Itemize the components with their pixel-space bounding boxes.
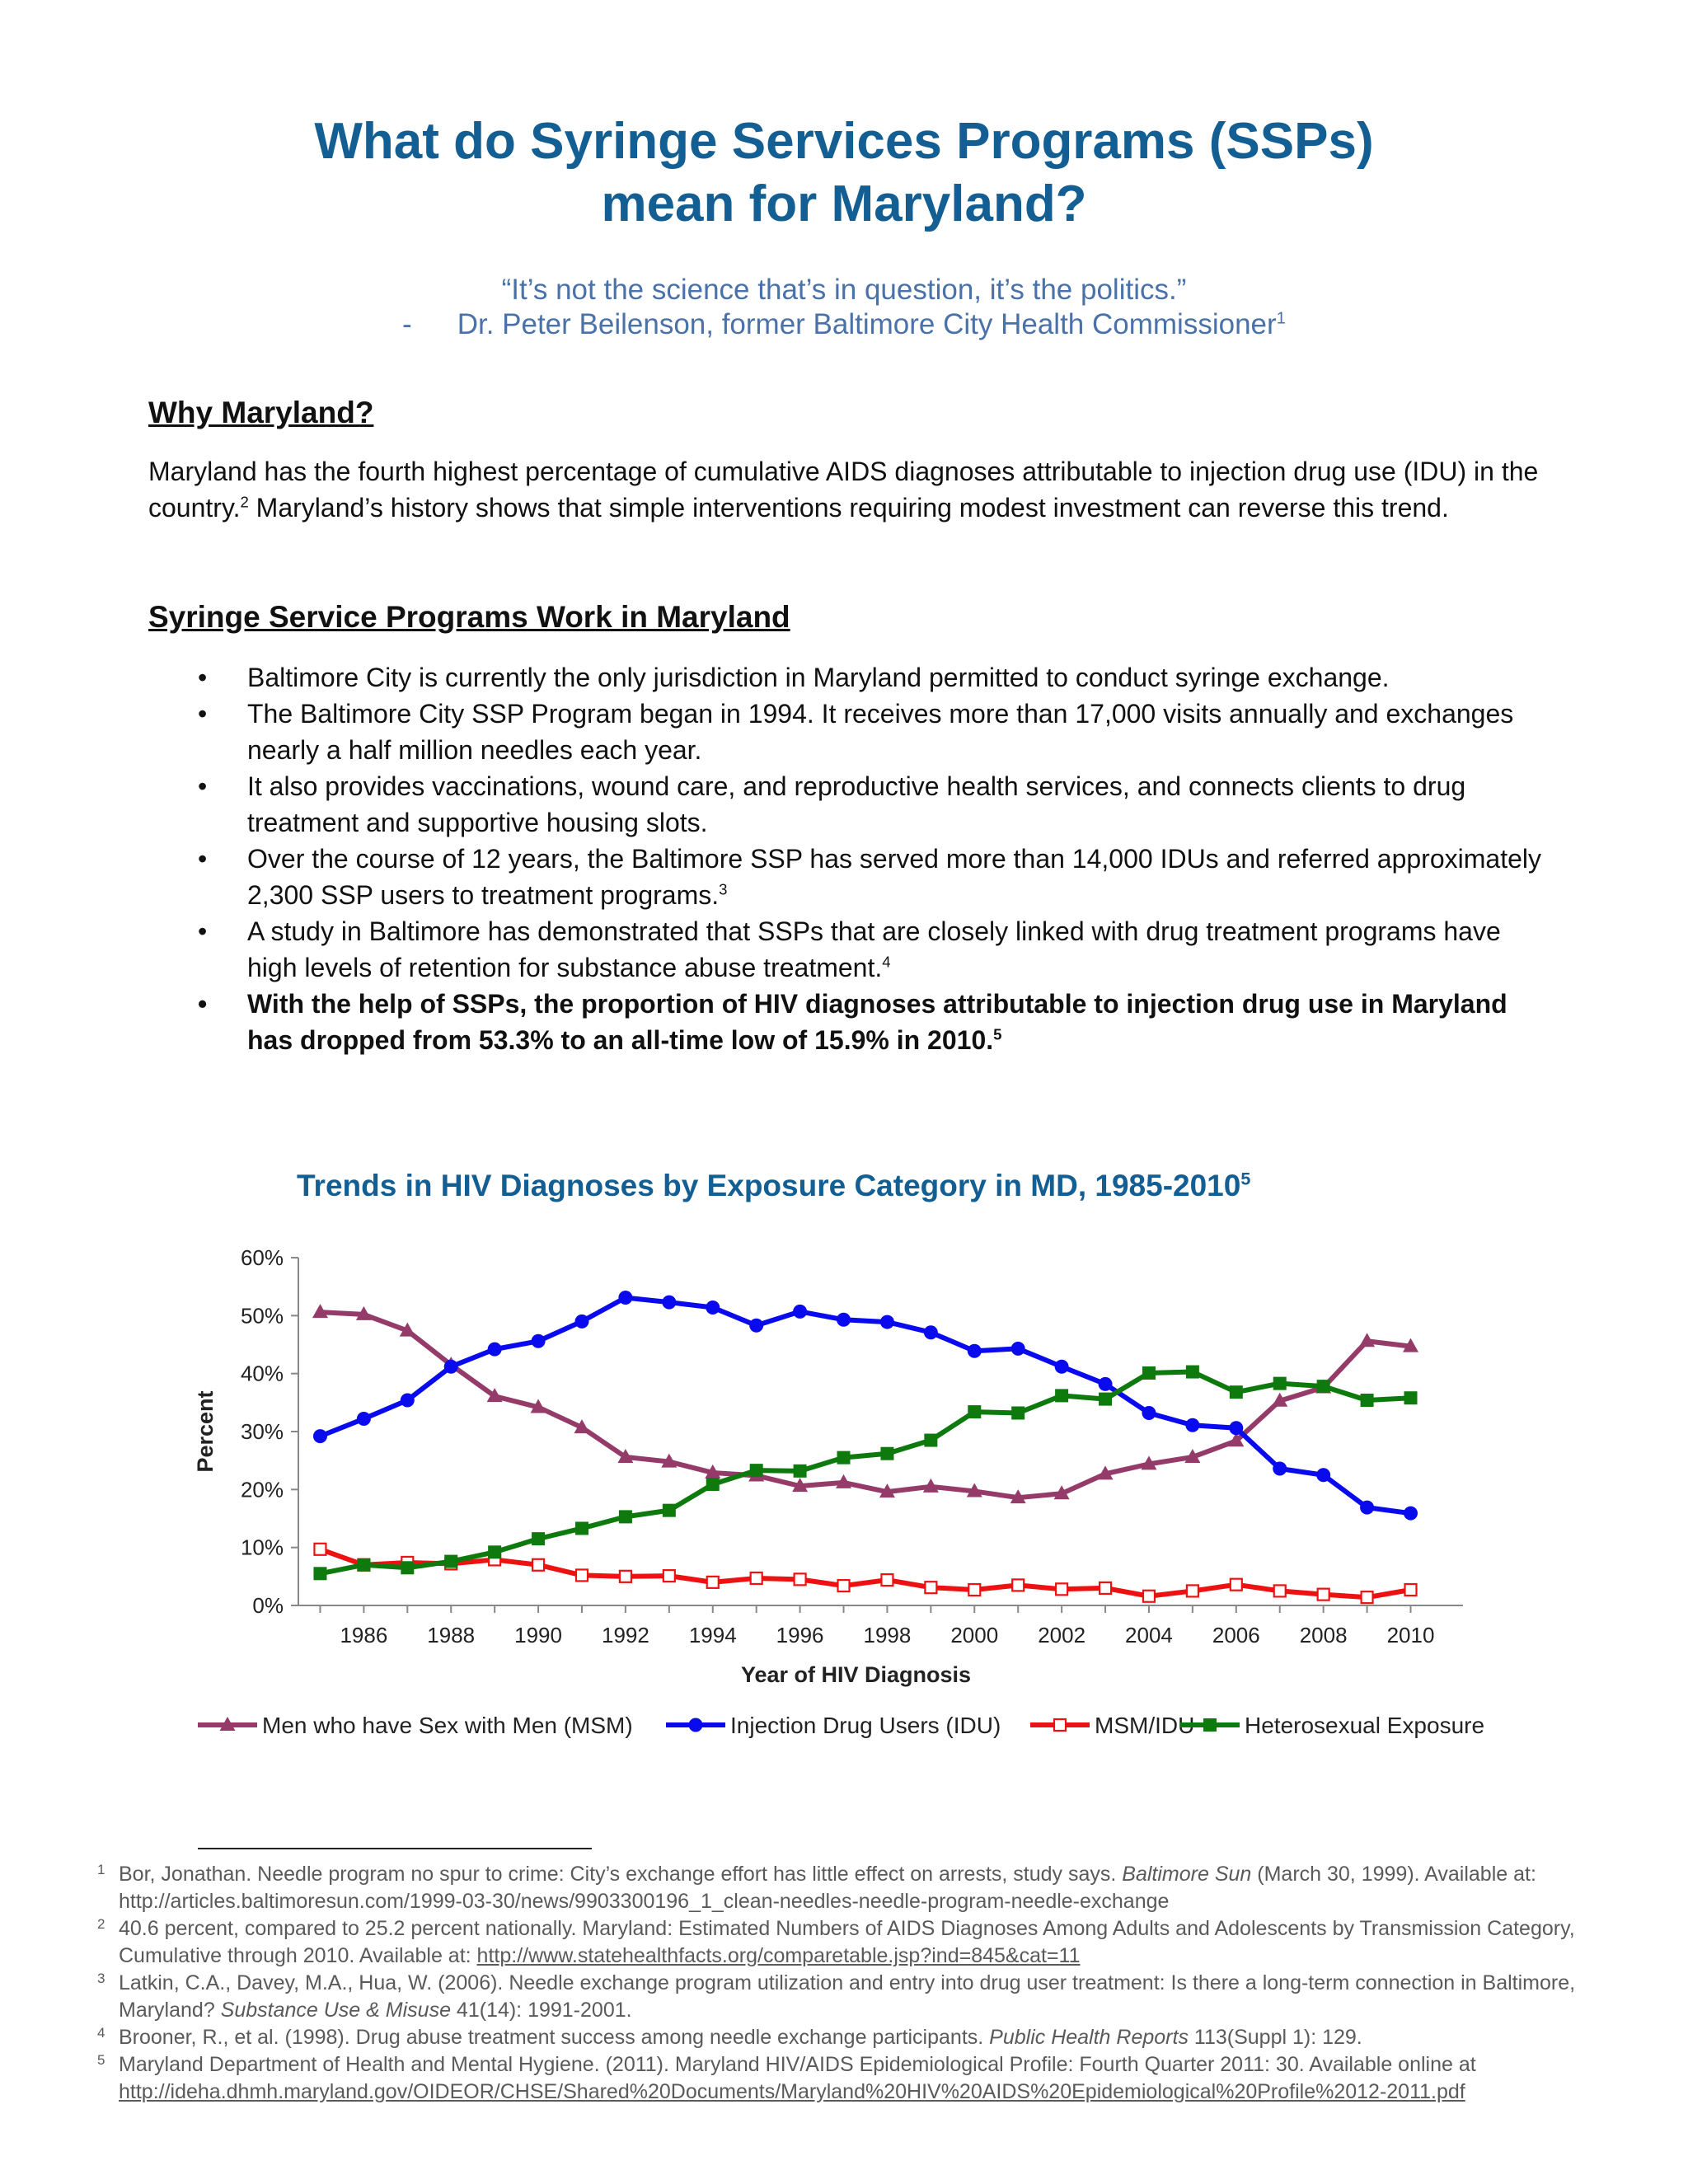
bullet-text: With the help of SSPs, the proportion of HIV diagnoses attributable to injection drug use in Maryland has dropped from 53.3% to an all-time low of 15.9% in 2010. [247,989,1507,1055]
footnote-divider [198,1848,592,1849]
x-tick-label: 1994 [688,1623,737,1647]
x-tick-label: 2004 [1125,1623,1173,1647]
data-point [1273,1377,1287,1390]
data-point [1360,1501,1374,1515]
data-point [1185,1418,1199,1432]
bullet-dot-icon: • [198,771,208,801]
data-point [750,1464,763,1477]
data-point [924,1325,938,1339]
x-tick-label: 1998 [863,1623,912,1647]
data-point [357,1412,371,1426]
chart-title [297,1167,1250,1205]
footnote-text: Brooner, R., et al. (1998). Drug abuse treatment success among needle exchange participants. [119,2026,990,2049]
data-point [663,1570,675,1582]
data-point [837,1313,851,1327]
bullet-dot-icon: • [198,844,208,874]
bullet-dot-icon: • [198,989,208,1019]
data-point [925,1582,936,1593]
data-point [488,1343,502,1357]
series-4 [313,1366,1417,1581]
footnote-citation-title: Substance Use & Misuse [220,1999,451,2022]
page-title-line-2: mean for Maryland? [601,176,1087,232]
footnote-item [97,2024,1606,2051]
why-maryland-heading: Why Maryland? [148,396,374,429]
y-tick-label: 60% [240,1245,284,1270]
data-point [618,1291,632,1305]
data-point [749,1319,763,1333]
data-point [880,1315,894,1329]
data-point [751,1572,762,1584]
data-point [576,1569,588,1581]
chart-title-text: Trends in HIV Diagnoses by Exposure Category in MD, 1985-2010 [297,1169,1241,1202]
series-line [320,1312,1410,1497]
data-point [532,1334,546,1348]
footnote-text: 40.6 percent, compared to 25.2 percent nationally. Maryland: Estimated Numbers of AIDS Diagnoses Among Adults and Adolescents by Transmission Category, Cumulative through 2010. Available at: [119,1917,1575,1967]
legend-label: Men who have Sex with Men (MSM) [262,1713,633,1738]
bullet-item [148,913,1550,986]
bullet-text: Baltimore City is currently the only jurisdiction in Maryland permitted to conduct syringe exchange. [247,663,1390,692]
data-point [1142,1406,1156,1420]
data-point [1362,1591,1373,1603]
data-point [488,1545,501,1558]
footnotes-list [97,1861,1606,2106]
ssp-bullet-list [148,659,1550,1058]
footnote-ref: 1 [1276,309,1286,328]
data-point [1317,1380,1330,1393]
data-point [924,1434,937,1447]
footnote-citation-title: Baltimore Sun [1122,1863,1252,1886]
data-point [1143,1591,1155,1602]
data-point [1186,1366,1199,1379]
footnote-text: 41(14): 1991-2001. [450,1999,632,2022]
footnote-number: 4 [97,2025,106,2041]
x-tick-label: 2000 [950,1623,999,1647]
data-point [1273,1462,1287,1476]
bullet-item [148,768,1550,841]
x-tick-label: 1992 [601,1623,649,1647]
data-point [1012,1579,1024,1591]
x-tick-label: 2008 [1299,1623,1348,1647]
bullet-dot-icon: • [198,699,208,729]
bullet-text: It also provides vaccinations, wound care, and reproductive health services, and connects clients to drug treatment and supportive housing slots. [247,771,1466,837]
footnote-item [97,1915,1606,1970]
data-point [1142,1366,1156,1380]
data-point [1055,1360,1069,1374]
data-point [574,1315,588,1329]
data-point [706,1301,720,1315]
data-point [401,1561,414,1574]
footnote-ref: 5 [993,1025,1002,1043]
y-tick-label: 40% [240,1361,284,1386]
data-point [1230,1385,1243,1399]
footnote-number: 3 [97,1971,106,1986]
y-tick-label: 10% [240,1535,284,1560]
data-point [444,1555,457,1568]
y-tick-label: 50% [240,1303,284,1329]
x-tick-label: 2010 [1386,1623,1435,1647]
data-point [1229,1421,1243,1435]
series-1 [312,1304,1418,1503]
footnote-text: Bor, Jonathan. Needle program no spur to crime: City’s exchange effort has little effect on arrests, study says. [119,1863,1123,1886]
footnote-item [97,2051,1606,2106]
why-maryland-paragraph [148,453,1550,526]
data-point [968,1405,981,1418]
footnote-text: Latkin, C.A., Davey, M.A., Hua, W. (2006). Needle exchange program utilization and entry into drug user treatment: Is there a long-term connection in Baltimore, Maryland? [119,1971,1576,2022]
bullet-dot-icon: • [198,916,208,946]
footnote-item [97,1861,1606,1915]
data-point [794,1465,807,1478]
x-tick-label: 2002 [1038,1623,1086,1647]
data-point [1231,1579,1242,1591]
data-point [1099,1377,1113,1391]
data-point [1011,1406,1025,1419]
footnote-item [97,1970,1606,2024]
data-point [313,1429,327,1443]
footnote-number: 1 [97,1862,106,1877]
data-point [1318,1589,1329,1601]
x-tick-label: 1996 [776,1623,824,1647]
data-point [795,1573,806,1585]
footnote-ref: 4 [882,953,891,971]
footnote-number: 2 [97,1916,106,1932]
data-point [706,1478,720,1491]
x-tick-label: 1988 [427,1623,476,1647]
quote-text: “It’s not the science that’s in question, it’s the politics.” [501,274,1187,306]
attribution-dash: - [402,308,412,340]
bullet-text: Over the course of 12 years, the Baltimore SSP has served more than 14,000 IDUs and referred approximately 2,300 SSP users to treatment programs. [247,844,1541,910]
data-point [837,1451,851,1465]
why-text-2: Maryland’s history shows that simple interventions requiring modest investment can reverse this trend. [248,493,1449,523]
data-point [1011,1342,1025,1356]
data-point [1274,1585,1286,1596]
data-point [1055,1389,1068,1402]
data-point [662,1296,676,1310]
y-tick-label: 20% [240,1477,284,1502]
data-point [313,1567,326,1580]
data-point [1404,1507,1418,1521]
data-point [1100,1582,1111,1594]
data-point [1404,1584,1416,1596]
data-point [314,1544,326,1555]
footnote-ref: 3 [719,880,728,898]
data-point [401,1394,415,1408]
footnote-text: 113(Suppl 1): 129. [1188,2026,1362,2049]
y-axis-title: Percent [193,1390,218,1473]
bullet-item [148,696,1550,768]
data-point [532,1559,544,1571]
page-title-line-1: What do Syringe Services Programs (SSPs) [314,113,1374,170]
bullet-item [148,841,1550,913]
series-3 [314,1544,1416,1603]
series-line [320,1372,1410,1574]
data-point [1361,1394,1374,1407]
page-title [0,110,1688,236]
y-tick-label: 30% [240,1419,284,1444]
series-line [320,1298,1410,1514]
bullet-item-key-finding [148,986,1550,1058]
y-tick-label: 0% [252,1593,284,1618]
bullet-dot-icon: • [198,663,208,692]
data-point [707,1577,719,1588]
footnote-link[interactable]: http://ideha.dhmh.maryland.gov/OIDEOR/CHSE/Shared%20Documents/Maryland%20HIV%20AIDS%20Epidemiological%20Profile%2012-2011.pdf [119,2080,1465,2103]
footnote-text: (March 30, 1999). Available at: http://articles.baltimoresun.com/1999-03-30/news/9903300196_1_clean-needles-needle-program-needle-exchange [119,1863,1536,1913]
why-text-1: Maryland has the fourth highest percentage of cumulative AIDS diagnoses attributable to injection drug use (IDU) in the country. [148,457,1539,523]
data-point [793,1305,807,1319]
data-point [1316,1468,1330,1482]
data-point [620,1571,631,1582]
ssp-heading: Syringe Service Programs Work in Maryland [148,600,790,634]
bullet-item [148,659,1550,696]
x-tick-label: 2006 [1212,1623,1260,1647]
data-point [575,1521,588,1535]
footnote-ref: 5 [1240,1169,1251,1189]
legend-label: MSM/IDU [1095,1713,1195,1738]
hiv-trends-line-chart [181,1236,1500,1797]
legend-label: Injection Drug Users (IDU) [730,1713,1001,1738]
data-point [880,1447,893,1460]
legend-marker-icon [689,1718,703,1732]
footnote-text: Maryland Department of Health and Mental Hygiene. (2011). Maryland HIV/AIDS Epidemiological Profile: Fourth Quarter 2011: 30. Available online at [119,2053,1476,2076]
data-point [1187,1585,1198,1596]
data-point [838,1580,850,1591]
footnote-link[interactable]: http://www.statehealthfacts.org/comparetable.jsp?ind=845&cat=11 [476,1944,1081,1967]
data-point [663,1504,676,1517]
attribution-text: Dr. Peter Beilenson, former Baltimore City Health Commissioner [457,308,1277,340]
data-point [357,1558,370,1572]
footnote-citation-title: Public Health Reports [989,2026,1189,2049]
data-point [968,1584,980,1596]
bullet-text: A study in Baltimore has demonstrated that SSPs that are closely linked with drug treatment programs have high levels of retention for substance abuse treatment. [247,916,1501,982]
data-point [532,1532,545,1545]
data-point [619,1510,632,1523]
footnote-number: 5 [97,2052,106,2068]
data-point [1404,1391,1417,1404]
data-point [881,1574,893,1586]
quote-attribution [0,307,1688,343]
x-axis-title: Year of HIV Diagnosis [740,1662,972,1687]
footnote-ref: 2 [240,493,249,511]
bullet-text: The Baltimore City SSP Program began in 1994. It receives more than 17,000 visits annually and exchanges nearly a half million needles each year. [247,699,1514,765]
legend-marker-icon [1054,1719,1066,1731]
x-tick-label: 1990 [514,1623,562,1647]
data-point [1099,1393,1112,1406]
legend-label: Heterosexual Exposure [1245,1713,1485,1738]
x-tick-label: 1986 [340,1623,388,1647]
chart-legend [198,1713,1484,1738]
data-point [968,1344,982,1358]
data-point [1056,1583,1067,1595]
legend-marker-icon [1203,1718,1217,1732]
data-point [444,1360,458,1374]
